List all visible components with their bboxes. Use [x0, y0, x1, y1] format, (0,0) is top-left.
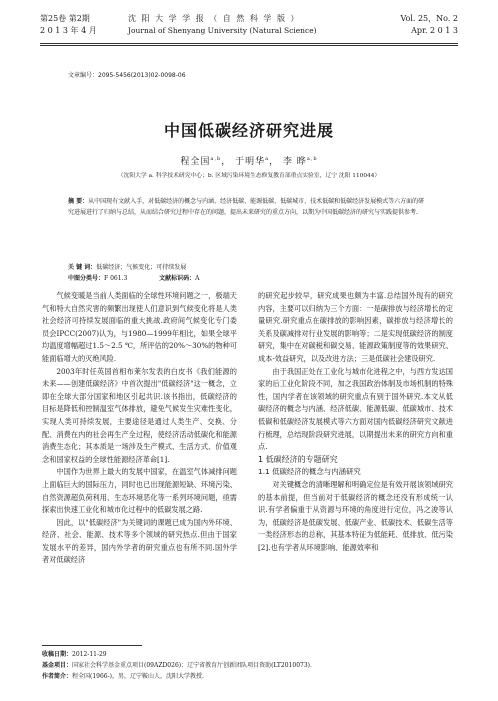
paper-title: 中国低碳经济研究进展 [163, 121, 334, 140]
body-paragraph: 对关键概念的清晰理解和明确定位是有效开展该领域研究的基本前提，但当前对于低碳经济的概念还没有形成统一认识.有学者偏重于从资源与环境的角度进行定位，冯之浚等认为，低碳经济是低碳发展、低碳产业、低碳技术、低碳生活等一类经济形态的总称，其基本特征为低能耗、低排放、低污染[2].也有学者从环境影响、能源效率和 [258, 479, 453, 552]
section-heading: 1 低碳经济的专题研究 [258, 454, 338, 464]
keywords [68, 262, 186, 271]
doc-code-label: 文献标识码： [159, 275, 196, 282]
body-paragraph: 由于我国正处在工业化与城市化进程之中，与西方发达国家的后工业化阶段不同，加之我国政治体制及市场机制的特殊性，国内学者在该领域的研究重点有别于国外研究.本文从低碳经济的概念与内涵、经济低碳、能源低碳、低碳城市、技术低碳和低碳经济发展模式等六方面对国内低碳经济研究文献进行梳理，总结现阶段研究进展，以期提出未来的研究方向和重点. [258, 366, 453, 452]
body-paragraph: 的研究起步较早，研究成果也颇为丰富.总结国外现有的研究内容，主要可以归纳为三个方面：一是碳排放与经济增长的定量研究.研究重点在碳排放的影响因素，碳排放与经济增长的关系及碳减排对行业发展的影响等；二是实现低碳经济的制度研究，集中在对碳税和碳交易、能源政策制度等的效果研究、成本-效益研究，以及改进方法；三是低碳社会建设研究. [258, 291, 453, 363]
journal-name-cn: 沈 阳 大 学 学 报 （ 自 然 科 学 版 ） [128, 14, 301, 23]
header-rule-thin [40, 45, 458, 46]
footnote-received: 收稿日期：2012-11-29 [42, 651, 107, 658]
author-3: 李 晔$^{a,b}$ [282, 156, 318, 167]
author-1: 程全国$^{a,b}$ [180, 156, 222, 167]
left-column [42, 290, 237, 567]
abstract [68, 197, 430, 218]
subsection-heading: 1.1 低碳经济的概念与内涵研究 [258, 467, 361, 477]
keywords-label: 关 键 词： [68, 264, 97, 271]
author-2: 于明华$^a$ [235, 156, 270, 167]
keywords-text: 低碳经济；气候变化；可持续发展 [96, 264, 187, 271]
right-column [258, 290, 453, 554]
classification [68, 273, 199, 282]
volume-info [400, 13, 458, 37]
author-list: 程全国$^{a,b}$， 于明华$^a$， 李 晔$^{a,b}$ [180, 156, 318, 167]
volume-en: Vol. 25，No. 2 [400, 14, 458, 23]
abstract-label: 摘 要： [68, 198, 89, 205]
clc-label: 中图分类号： [68, 275, 105, 282]
footnote-funding: 基金项目：国家社会科学基金重点项目(09AZD026)；辽宁省教育厅创新团队项目资助(LT2010073). [42, 662, 312, 669]
body-paragraph: 气候变暖是当前人类面临的全球性环境问题之一，极端天气和特大自然灾害的频繁出现使人们意识到气候变化将是人类社会经济可持续发展面临的重大挑战.政府间气候变化专门委员会IPCC(2007)认为，与1980—1999年相比，如果全球平均温度增幅超过1.5～2.5 ℃，所评估的20%～30%的物种可能面临增大的灭绝风险. [42, 291, 237, 363]
footnotes [42, 649, 462, 682]
date-cn: 2 0 1 3 年 4 月 [40, 26, 97, 35]
issue-cn: 第25卷 第2期 [40, 14, 90, 23]
issue-info [40, 13, 97, 37]
body-paragraph: 中国作为世界上最大的发展中国家，在温室气体减排问题上面临巨大的国际压力，同时也已出现能源短缺、环境污染、自然资源超负荷利用、生态环境恶化等一系列环境问题，亟需探索出快速工业化和城市化过程中的低碳发展之路. [42, 467, 237, 515]
clc-value: F 061.3 [104, 275, 128, 282]
footnote-rule [42, 645, 142, 646]
body-paragraph: 因此，以"低碳经济"为关键词的课题已成为国内外环境、经济、社会、能源、技术等多个领域的研究热点.但由于国家发展水平的差异，国内外学者的研究重点也有所不同.国外学者对低碳经济 [42, 517, 237, 565]
doc-code-value: A [195, 275, 200, 282]
footnote-author: 作者简介：程全国(1966-)，男，辽宁鞍山人，沈阳大学教授. [42, 673, 204, 680]
journal-name-en: Journal of Shenyang University (Natural Science) [128, 26, 317, 35]
affiliation: （沈阳大学 a. 科学技术研究中心；b. 区域污染环境生态修复教育部重点实验室，辽宁 沈阳 110044） [117, 173, 381, 179]
article-id: 文章编号：2095-5456(2013)02-0098-06 [68, 72, 186, 79]
date-en: Apr. 2 0 1 3 [411, 26, 458, 35]
running-header [40, 13, 458, 41]
body-paragraph: 2003年时任英国首相布莱尔发表的白皮书《我们能源的未来——创建低碳经济》中首次提出"低碳经济"这一概念，立即在全球大部分国家和地区引起共识.该书指出，低碳经济的目标是降低和控制温室气体排放，避免气候发生灾难性变化，实现人类可持续发展，主要途径是通过人类生产、交换、分配、消费在内的社会再生产全过程，使经济活动低碳化和能源消费生态化；其本质是一场涉及生产模式、生活方式、价值观念和国家权益的全球性能源经济革命[1]. [42, 366, 237, 464]
abstract-text: 从中国现有文献入手，对低碳经济的概念与内涵、经济低碳、能源低碳、低碳城市、技术低碳和低碳经济发展模式等六方面的研究进展进行了归纳与总结，从而结合研究过程中存在的问题，提出未来研究的重点方向，以期为中国低碳经济的研究与实践提供参考. [68, 198, 425, 216]
header-rule [40, 43, 458, 44]
